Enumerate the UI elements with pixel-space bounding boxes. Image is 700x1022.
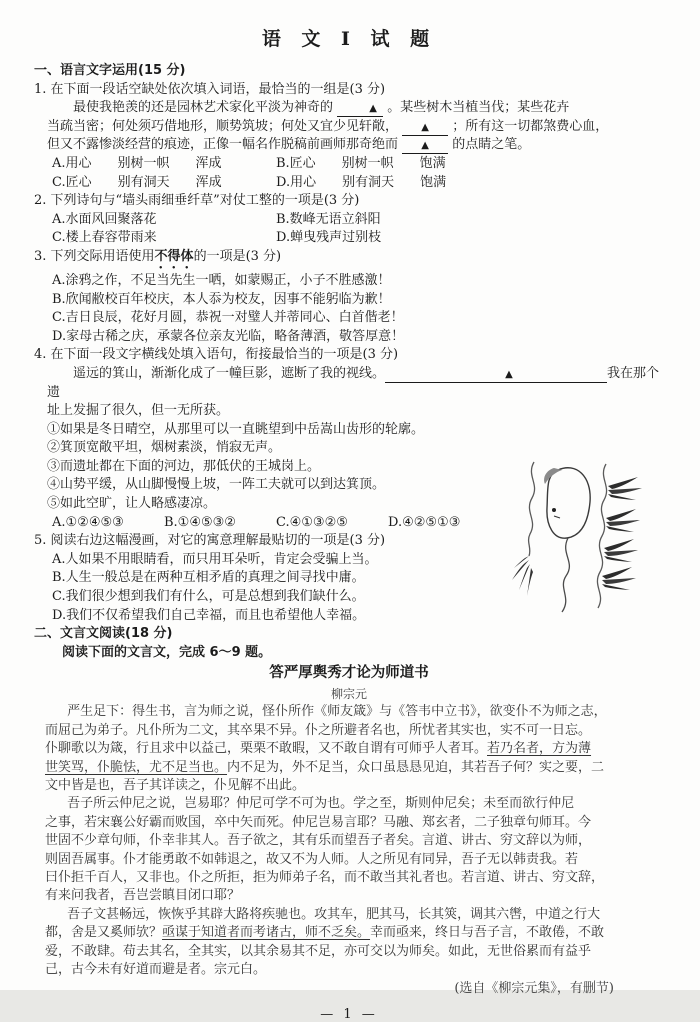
q3-option-a: A.涂鸦之作，不足当先生一哂，如蒙赐正，小子不胜感激！: [52, 272, 391, 288]
q5-option-d: D.我们不仅希望我们自己幸福，而且也希望他人幸福。: [52, 607, 366, 623]
q5-stem: 5. 阅读右边这幅漫画，对它的寓意理解最贴切的一项是(3 分): [34, 533, 386, 549]
p3-line-4: 己，古今未有好道而避是者。宗元白。: [45, 962, 267, 978]
essay-source: (选自《柳宗元集》，有删节): [454, 980, 614, 996]
q4-option-a: A.①②④⑤③: [52, 514, 124, 530]
q4-blank: ▲: [385, 368, 607, 383]
p1-line-5: 文中皆是也，吾子其详读之，仆见解不出此。: [45, 778, 306, 794]
q3-stem-pre: 3. 下列交际用语使用: [34, 248, 155, 264]
p1-line4-underlined: 世笑骂，仆脆怯，尤不足当也。: [45, 759, 228, 775]
p2-line-2: 之事，若宋襄公好霸而败国，卒中矢而死。仲尼岂易言耶？马融、郑玄者，二子独章句师耳。今: [45, 814, 592, 830]
q1-blank-1: ▲: [337, 102, 383, 117]
q4-option-b: B.①④⑤③②: [164, 514, 236, 530]
p1-line-1: 严生足下：得生书，言为师之说，怪仆所作《师友箴》与《答韦中立书》，欲变仆不为师之志，: [67, 704, 607, 720]
q1-option-a: A.用心 别树一帜 浑成: [52, 155, 222, 171]
q3-stem-post: 的一项是(3 分): [193, 248, 282, 264]
q3-option-c: C.吉日良辰，花好月圆，恭祝一对璧人并蒂同心、白首偕老！: [52, 310, 404, 326]
p2-line-1: 吾子所云仲尼之说，岂易耶？仲尼可学不可为也。学之至，斯则仲尼矣；未至而欲行仲尼: [67, 796, 575, 812]
q4-item-2: ②箕顶宽敞平坦，烟树素淡，悄寂无声。: [47, 440, 282, 456]
p1-line-4: [45, 759, 664, 777]
q2-option-b: B.数峰无语立斜阳: [276, 211, 381, 227]
q1-line1-pre: 最使我艳羡的还是园林艺术家化平淡为神奇的: [73, 100, 338, 116]
q1-options-row-1: [34, 155, 664, 174]
p1-line-3: [45, 740, 664, 758]
p1-line4-text: 内不足为，外不足当，众口虽恳恳见迫，其若吾子何？实之要，二: [227, 759, 605, 775]
p2-line-5: 曰仆拒千百人，又非也。仆之所拒，拒为师弟子名，而不敢当其礼者也。若言道、讲古、穷文辞，: [45, 870, 605, 886]
q1-blank-3: ▲: [402, 139, 448, 154]
q3-option-d: D.家母古稀之庆，承蒙各位亲友光临，略备薄酒，敬答厚意！: [52, 328, 405, 344]
section-two-instruction: 阅读下面的文言文，完成 6～9 题。: [62, 644, 272, 660]
q4-item-3: ③而遗址都在下面的河边，那低伏的王城岗上。: [47, 458, 321, 474]
q1-line2-post: ；所有这一切都煞费心血，: [448, 118, 609, 134]
q1-option-d: D.用心 别有洞天 饱满: [276, 174, 447, 190]
p1-line3-text: 仆聊歌以为箴，行且求中以益己，栗栗不敢暇，又不敢自谓有可师乎人者耳。: [45, 741, 488, 757]
q3-stem-emphasis: 不得体: [154, 248, 194, 264]
q1-option-c: C.匠心 别有洞天 浑成: [52, 174, 222, 190]
cartoon-svg: [494, 456, 676, 624]
p3-line-1: 吾子文甚畅远，恢恢乎其辟大路将疾驰也。攻其车，肥其马，长其筴，调其六辔，中道之行大: [67, 906, 601, 922]
q4-intro-pre: 遥远的箕山，渐渐化成了一幢巨影，遮断了我的视线。: [73, 365, 386, 381]
q2-option-a: A.水面风回聚落花: [52, 211, 157, 227]
p3-line2-underlined: 亟谋于知道者而考诸古，师不乏矣。: [162, 925, 371, 941]
essay-author: 柳宗元: [330, 687, 367, 702]
q5-option-b: B.人生一般总是在两种互相矛盾的真理之间寻找中庸。: [52, 570, 365, 586]
q2-options-row-1: [34, 211, 664, 230]
q1-passage-line-2: [34, 118, 664, 137]
p3-line2-pre: 都，舍是又奚师欤？: [45, 925, 163, 941]
q2-options-row-2: [34, 229, 664, 248]
q3-option-b: B.欣闻敝校百年校庆，本人忝为校友，因事不能躬临为歉！: [52, 291, 391, 307]
essay-title: 答严厚舆秀才论为师道书: [269, 665, 429, 682]
p3-line-3: 爱，不敢肆。苟去其名，全其实，以其余易其不足，亦可交以为师矣。如此，无世俗累而有益乎: [45, 943, 592, 959]
q1-line3-pre: 但又不露惨淡经营的痕迹，正像一幅名作脱稿前画师那奇绝而: [47, 137, 403, 153]
q4-item-1: ①如果是冬日晴空，从那里可以一直眺望到中岳嵩山齿形的轮廓。: [47, 421, 425, 437]
q5-option-a: A.人如果不用眼睛看，而只用耳朵听，肯定会受骗上当。: [52, 551, 378, 567]
p2-line-6: 有来问我者，吾岂尝瞋目闭口耶？: [45, 888, 241, 904]
page-title: 语 文 Ⅰ 试 题: [261, 28, 437, 50]
page-number: — 1 —: [320, 1007, 378, 1022]
p1-line3-underlined: 若乃名者，方为薄: [487, 741, 592, 757]
q1-blank-2: ▲: [402, 121, 448, 136]
q4-option-d: D.④②⑤①③: [388, 514, 461, 530]
q1-option-b: B.匠心 别树一帜 饱满: [276, 155, 446, 171]
q1-line2-pre: 当疏当密；何处须巧借地形，顺势筑坡；何处又宜少见轩敞，: [47, 118, 403, 134]
q4-item-4: ④山势平缓，从山脚慢慢上坡，一阵工夫就可以到达箕顶。: [47, 477, 386, 493]
q2-stem: 2. 下列诗句与“墙头雨细垂纤草”对仗工整的一项是(3 分): [34, 193, 360, 209]
q1-options-row-2: [34, 174, 664, 193]
q2-option-d: D.蝉曳残声过别枝: [276, 230, 382, 246]
q1-passage-line-3: [34, 136, 664, 155]
q4-option-c: C.④①③②⑤: [276, 514, 348, 530]
q4-item-5: ⑤如此空旷，让人略感凄凉。: [47, 496, 217, 512]
p3-line-2: [45, 924, 664, 942]
section-two-heading: 二、文言文阅读(18 分): [34, 626, 173, 642]
q1-passage-line-1: [34, 99, 664, 118]
p2-line-4: 则固吾属事。仆才能勇敢不如韩退之，故又不为人师。人之所见有同异，吾子无以韩责我。若: [45, 851, 579, 867]
q1-stem: 1. 在下面一段话空缺处依次填入词语，最恰当的一组是(3 分): [34, 81, 386, 97]
section-one-heading: 一、语言文字运用(15 分): [34, 63, 186, 78]
q4-stem: 4. 在下面一段文字横线处填入语句，衔接最恰当的一项是(3 分): [34, 347, 399, 363]
q4-intro-line-1: [34, 365, 664, 402]
p1-line-2: 而屈己为弟子。凡仆所为二文，其卒果不异。仆之所避者名也，所忧者其实也，实不可一日忘。: [45, 722, 592, 738]
p2-line-3: 世固不少章句师，仆幸非其人。吾子欲之，其有乐而望吾子者矣。言道、讲古、穷文辞以为师，: [45, 833, 592, 849]
q1-line1-post: 。某些树木当植当伐；某些花卉: [383, 100, 570, 116]
classical-text: [34, 703, 664, 979]
cartoon-illustration: [494, 456, 676, 624]
p3-line2-post: 幸而亟来，终日与吾子言，不敢倦，不敢: [370, 925, 605, 941]
q4-intro-line-2: 址上发掘了很久，但一无所获。: [47, 403, 230, 419]
q3-stem: [34, 248, 664, 272]
q4-intro-post: 我在那个遗: [47, 365, 660, 400]
q2-option-c: C.楼上春容带雨来: [52, 230, 157, 246]
q5-option-c: C.我们很少想到我们有什么，可是总想到我们缺什么。: [52, 589, 365, 605]
q1-line3-post: 的点睛之笔。: [448, 137, 531, 153]
